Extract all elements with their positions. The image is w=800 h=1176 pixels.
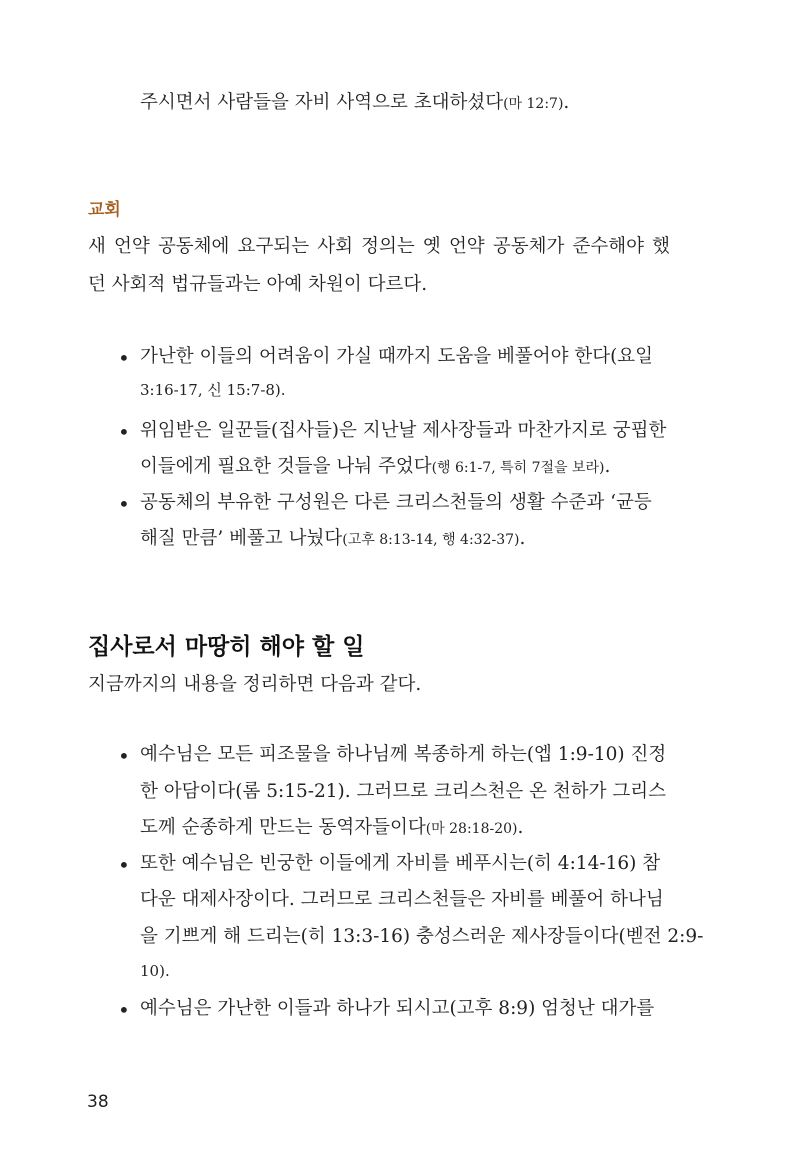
word: 정의는 [361,236,415,257]
church-bullet-2-line-2 [140,458,610,477]
church-bullet-3-end: . [519,528,526,549]
church-bullet-1-line-1: 가난한 이들의 어려움이 가실 때까지 도움을 베풀어야 한다(요일 [140,346,654,367]
church-paragraph-line-2: 던 사회적 법규들과는 아예 차원이 다르다. [88,274,428,295]
church-bullet-3-line-1: 공동체의 부유한 구성원은 다른 크리스천들의 생활 수준과 ‘균등 [140,492,652,513]
section-bullet-2-line-3: 을 기쁘게 해 드리는(히 13:3-16) 충성스러운 제사장들이다(벧전 2:9- [140,926,704,947]
section-bullet-3-line-1: 예수님은 가난한 이들과 하나가 되시고(고후 8:9) 엄청난 대가를 [140,998,655,1019]
church-bullet-2-line-2-text: 이들에게 필요한 것들을 나눠 주었다 [140,456,432,477]
church-heading: 교회 [88,200,121,220]
word: 공동체에 [157,236,230,257]
section-bullet-2-line-4: 10). [140,962,170,980]
word: 새 [88,236,106,257]
word: 공동체가 [492,236,565,257]
word: 언약 [448,236,485,257]
section-title: 집사로서 마땅히 해야 할 일 [88,634,365,660]
word: 사회 [317,236,353,257]
section-bullet-1-line-3-text: 도께 순종하게 만드는 동역자들이다 [140,817,426,838]
church-bullet-1-line-2: 3:16-17, 신 15:7-8). [140,381,286,399]
section-bullet-1-end: . [517,817,524,838]
word: 언약 [114,236,150,257]
bullet-dot: • [118,744,130,768]
church-bullet-3-line-2-text: 해질 만큼’ 베풀고 나눴다 [140,528,343,549]
bullet-dot: • [118,998,130,1022]
section-intro: 지금까지의 내용을 정리하면 다음과 같다. [88,674,422,695]
section-bullet-2-line-2: 다운 대제사장이다. 그러므로 크리스천들은 자비를 베풀어 하나님 [140,889,664,910]
bullet-dot: • [118,346,130,370]
section-bullet-2-line-1: 또한 예수님은 빈궁한 이들에게 자비를 베푸시는(히 4:14-16) 참 [140,853,661,874]
church-bullet-2-line-1: 위임받은 일꾼들(집사들)은 지난날 제사장들과 마찬가지로 궁핍한 [140,420,667,441]
church-bullet-3-line-2 [140,530,525,549]
word: 했 [652,236,670,257]
bullet-dot: • [118,853,130,877]
section-bullet-1-line-2: 한 아담이다(롬 5:15-21). 그러므로 크리스천은 온 천하가 그리스 [140,781,666,802]
word: 준수해야 [572,236,644,257]
intro-end: . [563,92,570,113]
intro-text: 주시면서 사람들을 자비 사역으로 초대하셨다 [140,92,504,113]
section-bullet-1-line-3 [140,819,523,838]
intro-line [140,94,569,113]
church-bullet-2-reference: (행 6:1-7, 특히 7절을 보라) [431,460,605,476]
bullet-dot: • [118,492,130,516]
page-number: 38 [87,1092,109,1112]
church-bullet-2-end: . [604,456,611,477]
word: 옛 [422,236,441,257]
church-paragraph-line-1 [88,238,670,257]
word: 요구되는 [237,236,310,257]
section-bullet-1-reference: (마 28:18-20) [425,821,518,837]
section-bullet-1-line-1: 예수님은 모든 피조물을 하나님께 복종하게 하는(엡 1:9-10) 진정 [140,744,667,765]
intro-reference: (마 12:7) [503,96,564,112]
church-bullet-3-reference: (고후 8:13-14, 행 4:32-37) [342,532,520,548]
bullet-dot: • [118,420,130,444]
